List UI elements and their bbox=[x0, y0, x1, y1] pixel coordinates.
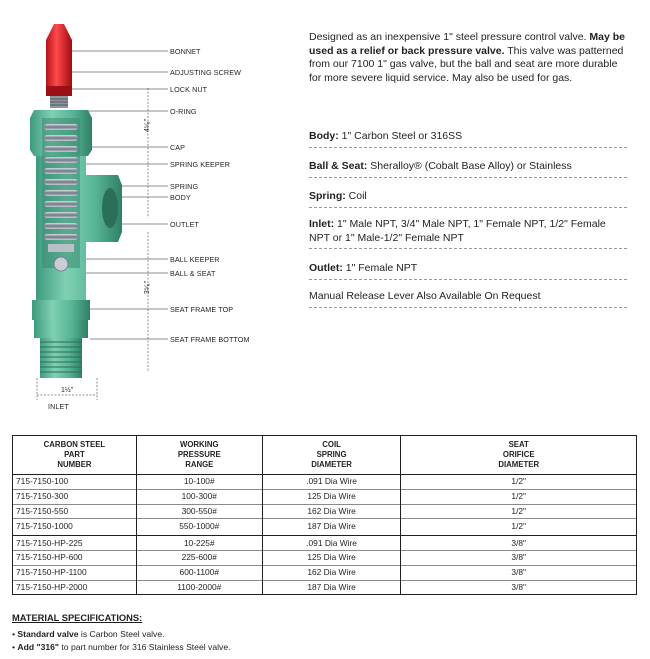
callout-bonnet: BONNET bbox=[170, 47, 201, 56]
table-row: 715-7150-1000 550-1000# 187 Dia Wire 1/2" bbox=[13, 519, 637, 533]
material-specifications-title: MATERIAL SPECIFICATIONS: bbox=[12, 613, 143, 623]
callout-lock-nut: LOCK NUT bbox=[170, 85, 208, 94]
spec-inlet: Inlet: 1" Male NPT, 3/4" Male NPT, 1" Female NPT, 1/2" Female NPT or 1" Male-1/2" Female NPT bbox=[309, 218, 627, 249]
spec-spring: Spring: Coil bbox=[309, 190, 627, 208]
column-header-seat-orifice: SEAT ORIFICE DIAMETER bbox=[401, 436, 637, 475]
part-number-table bbox=[12, 435, 637, 595]
table-row: 715-7150-HP-2000 1100-2000# 187 Dia Wire 3/8" bbox=[13, 580, 637, 595]
table-row: 715-7150-HP-600 225-600# 125 Dia Wire 3/8" bbox=[13, 550, 637, 565]
column-header-part-number: CARBON STEEL PART NUMBER bbox=[13, 436, 137, 475]
spec-body: Body: 1" Carbon Steel or 316SS bbox=[309, 130, 627, 148]
table-row: 715-7150-300 100-300# 125 Dia Wire 1/2" bbox=[13, 489, 637, 504]
table-row: 715-7150-100 10-100# .091 Dia Wire 1/2" bbox=[13, 475, 637, 490]
callout-outlet: OUTLET bbox=[170, 220, 199, 229]
column-header-spring-diameter: COIL SPRING DIAMETER bbox=[262, 436, 401, 475]
dimension-lower: 3⁵⁄₈" bbox=[144, 280, 152, 295]
callout-o-ring: O-RING bbox=[170, 107, 197, 116]
spec-manual-release: Manual Release Lever Also Available On Request bbox=[309, 290, 627, 308]
table-row: 715-7150-550 300-550# 162 Dia Wire 1/2" bbox=[13, 504, 637, 519]
callout-seat-frame-top: SEAT FRAME TOP bbox=[170, 305, 234, 314]
column-header-pressure-range: WORKING PRESSURE RANGE bbox=[136, 436, 262, 475]
product-description: Designed as an inexpensive 1" steel pressure control valve. May be used as a relief or back pressure valve. This valve was patterned from our 7100 1" gas valve, but the ball and seat are more durable for more severe liquid service. May also be used for gas. bbox=[309, 31, 625, 84]
callout-spring: SPRING bbox=[170, 182, 199, 191]
callout-seat-frame-bottom: SEAT FRAME BOTTOM bbox=[170, 335, 250, 344]
table-row: 715-7150-HP-225 10-225# .091 Dia Wire 3/8" bbox=[13, 536, 637, 551]
dimension-upper: 4⁵⁄₈" bbox=[144, 118, 152, 133]
spec-ball-seat: Ball & Seat: Sheralloy® (Cobalt Base Alloy) or Stainless bbox=[309, 160, 627, 178]
callout-spring-keeper: SPRING KEEPER bbox=[170, 160, 231, 169]
callout-adjusting-screw: ADJUSTING SCREW bbox=[170, 68, 241, 77]
callout-inlet: INLET bbox=[48, 402, 69, 411]
callout-ball-seat: BALL & SEAT bbox=[170, 269, 216, 278]
valve-figure bbox=[0, 0, 290, 420]
callout-cap: CAP bbox=[170, 143, 186, 152]
spec-outlet: Outlet: 1" Female NPT bbox=[309, 262, 627, 280]
table-row: 715-7150-HP-1100 600-1100# 162 Dia Wire 3/8" bbox=[13, 565, 637, 580]
material-item-standard: • Standard valve is Carbon Steel valve. bbox=[12, 629, 165, 639]
material-item-316: • Add "316" to part number for 316 Stainless Steel valve. bbox=[12, 642, 231, 652]
callout-body: BODY bbox=[170, 193, 191, 202]
dimension-width: 1½" bbox=[61, 387, 74, 394]
valve-illustration bbox=[0, 0, 290, 420]
callout-ball-keeper: BALL KEEPER bbox=[170, 255, 220, 264]
